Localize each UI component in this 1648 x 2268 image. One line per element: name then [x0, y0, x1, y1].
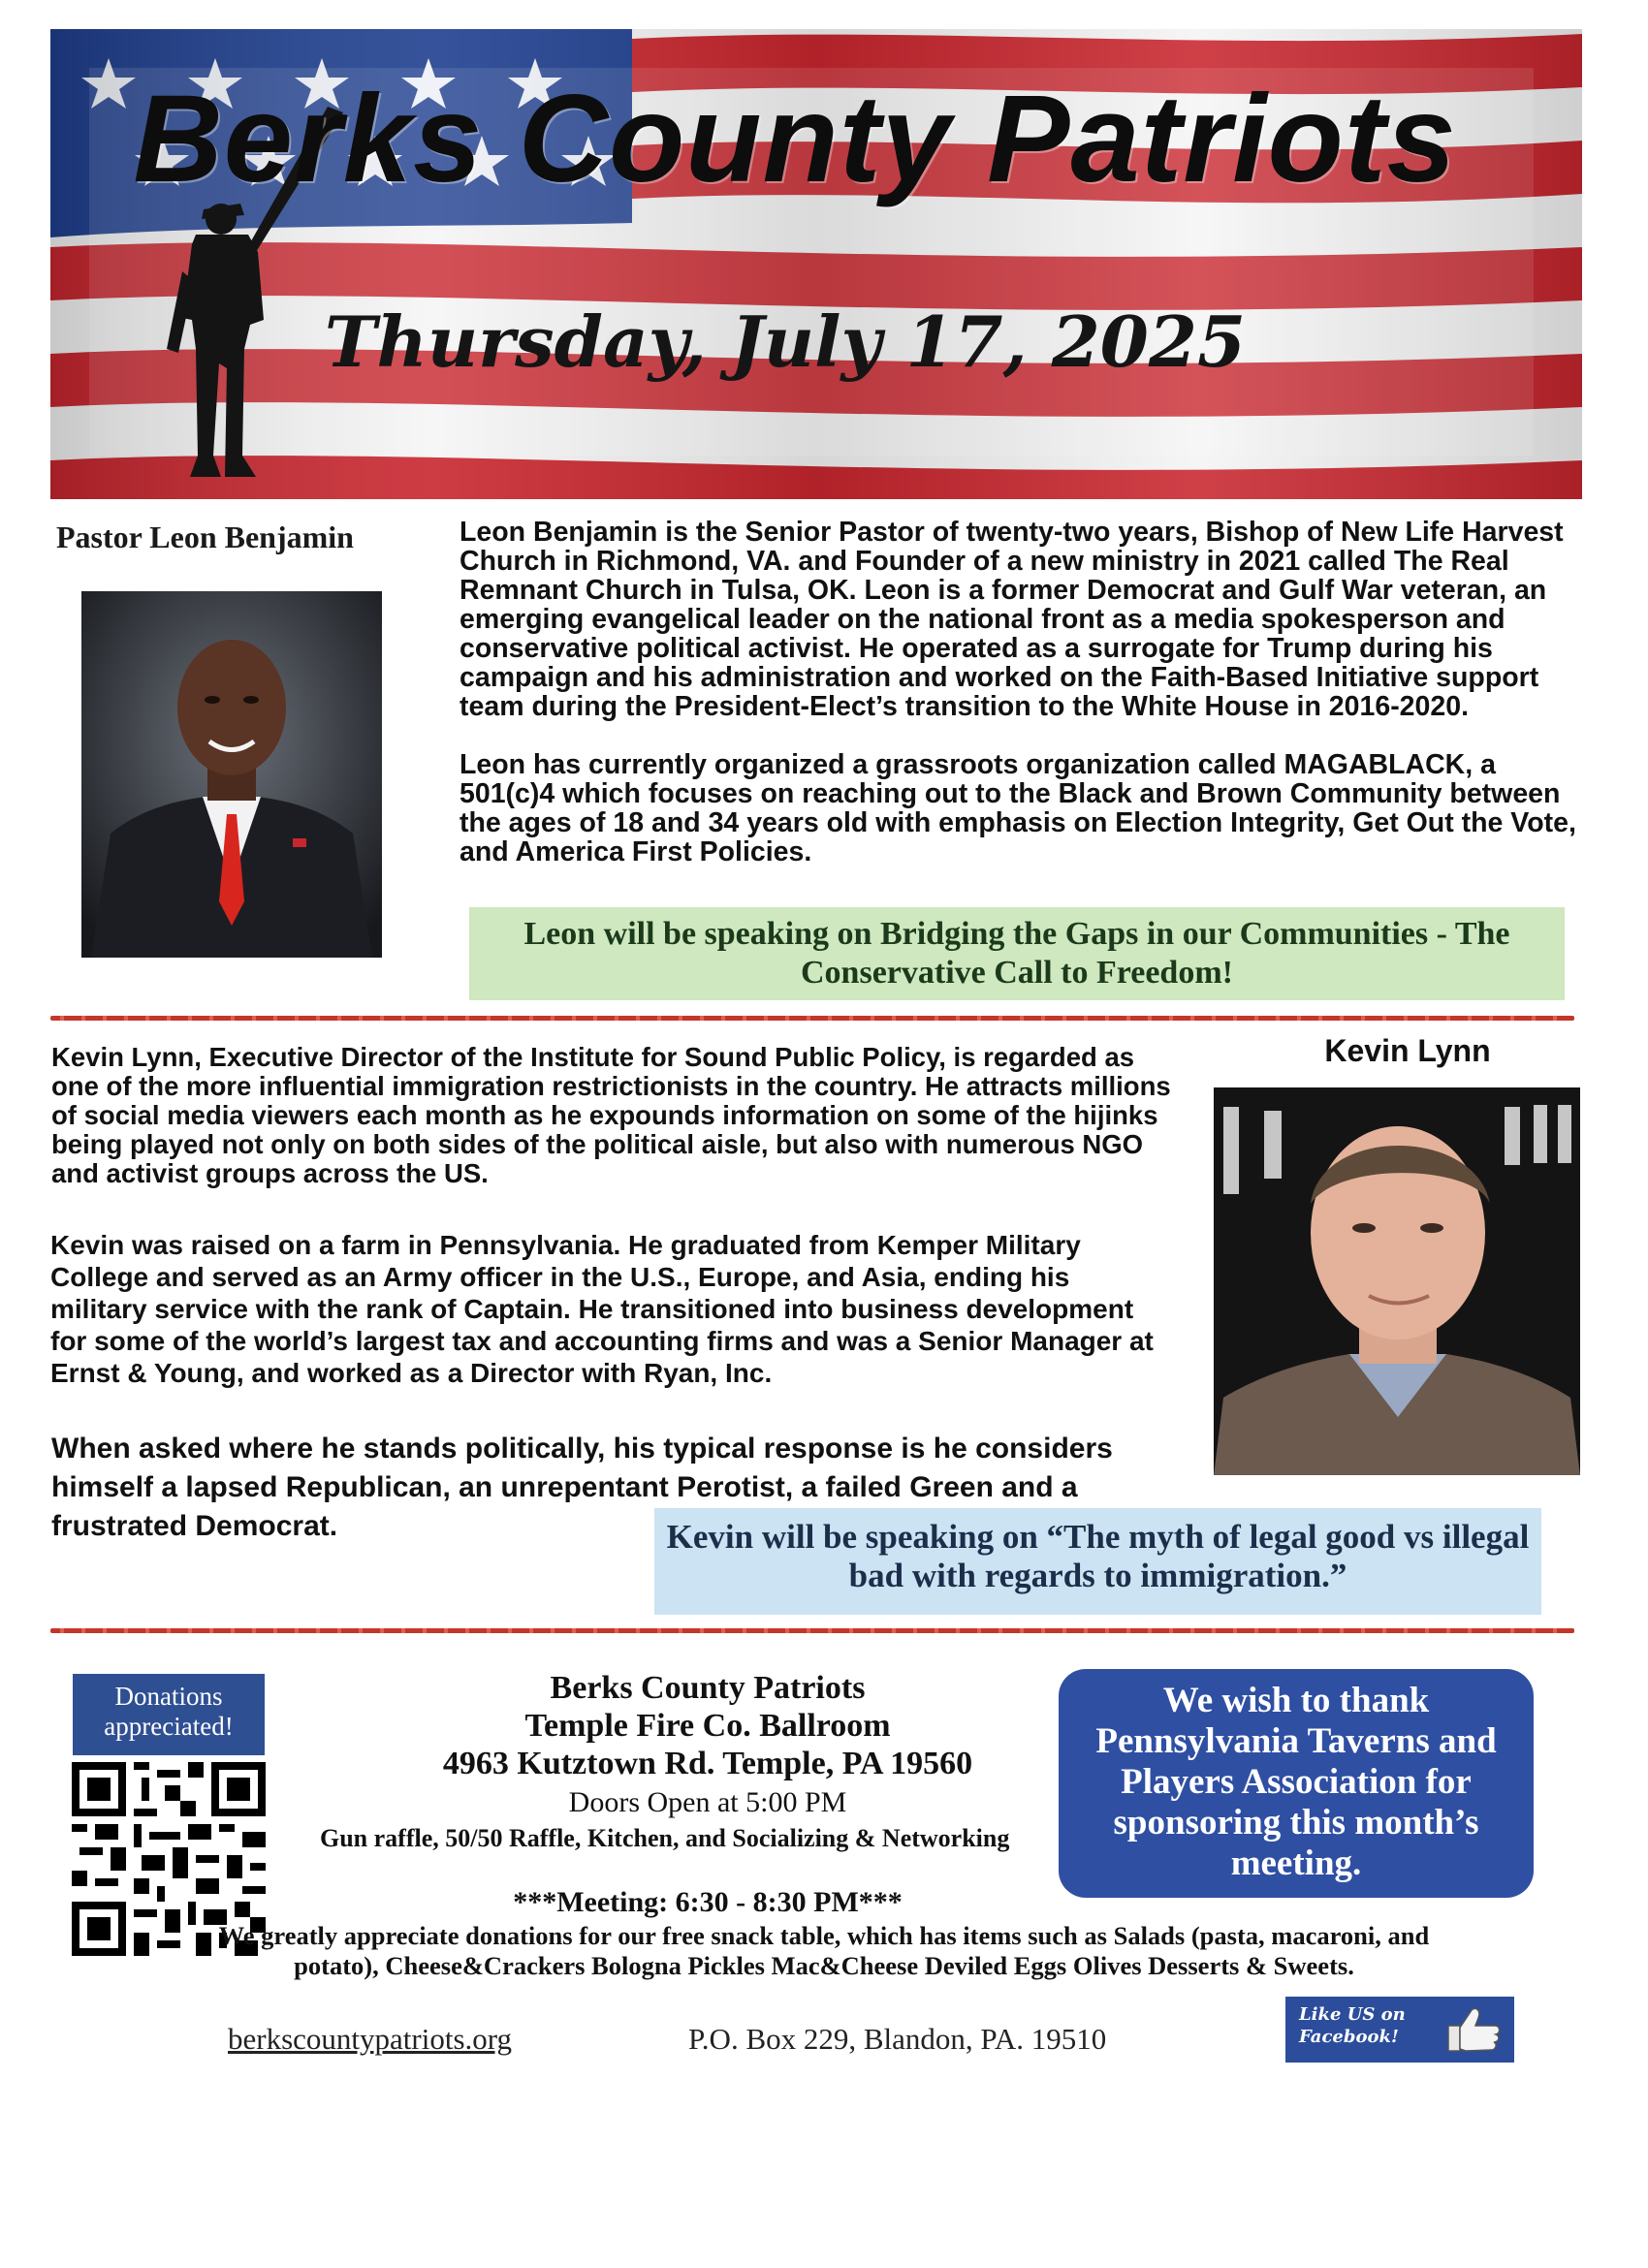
- thumbs-up-icon: [1442, 2004, 1505, 2055]
- speaker2-bio-paragraph: Kevin Lynn, Executive Director of the Institute for Sound Public Policy, is regarded as one of the more influential immigration restrictionists in the country. He attracts millions of social media viewers each month as he expounds information on some of the hijinks being played not only on both sides of the political aisle, but also with numerous NGO and activist groups across the US.: [51, 1042, 1171, 1188]
- speaker1-topic: Leon will be speaking on Bridging the Gaps in our Communities - The Conservative Call to Freedom!: [469, 907, 1565, 1000]
- event-extras: Gun raffle, 50/50 Raffle, Kitchen, and Socializing & Networking: [320, 1824, 1010, 1852]
- meeting-time: ***Meeting: 6:30 - 8:30 PM***: [513, 1886, 903, 1918]
- po-box: P.O. Box 229, Blandon, PA. 19510: [688, 2022, 1107, 2056]
- facebook-line: Like US on: [1299, 2004, 1406, 2025]
- speaker1-photo: [81, 591, 382, 958]
- venue-block: [271, 1669, 1144, 1782]
- banner-title: Berks County Patriots: [133, 70, 1457, 208]
- donations-label: Donations appreciated!: [73, 1674, 265, 1755]
- divider: [50, 1016, 1574, 1021]
- facebook-line: Facebook!: [1299, 2027, 1399, 2047]
- venue-org: Berks County Patriots: [550, 1670, 866, 1706]
- venue-address: 4963 Kutztown Rd. Temple, PA 19560: [442, 1746, 973, 1781]
- speaker1-bio: [460, 518, 1594, 896]
- website-link[interactable]: berkscountypatriots.org: [228, 2022, 513, 2056]
- divider: [50, 1628, 1574, 1633]
- facebook-like-button[interactable]: [1285, 1997, 1514, 2063]
- venue-name: Temple Fire Co. Ballroom: [524, 1708, 891, 1744]
- speaker2-name: Kevin Lynn: [1324, 1033, 1491, 1068]
- sponsor-thanks: We wish to thank Pennsylvania Taverns and Players Association for sponsoring this month’s meeting.: [1059, 1669, 1534, 1898]
- speaker1-bio-paragraph: Leon has currently organized a grassroots organization called MAGABLACK, a 501(c)4 which focuses on reaching out to the Black and Brown Community between the ages of 18 and 34 years old with emphasis on Election Integrity, Get Out the Vote, and America First Policies.: [460, 749, 1576, 867]
- banner-date: Thursday, July 17, 2025: [324, 300, 1247, 383]
- speaker1-name: Pastor Leon Benjamin: [56, 520, 354, 554]
- snack-note: We greatly appreciate donations for our free snack table, which has items such as Salads (pasta, macaroni, and potato), Cheese&Crackers Bologna Pickles Mac&Cheese Deviled Eggs Olives Desserts & Sweets.: [218, 1921, 1430, 1980]
- speaker2-topic: Kevin will be speaking on “The myth of legal good vs illegal bad with regards to immigration.”: [654, 1508, 1541, 1615]
- speaker1-bio-paragraph: Leon Benjamin is the Senior Pastor of twenty-two years, Bishop of New Life Harvest Church in Richmond, VA. and Founder of a new ministry in 2021 called The Real Remnant Church in Tulsa, OK. Leon is a former Democrat and Gulf War veteran, an emerging evangelical leader on the national front as a media spokesperson and conservative political activist. He operated as a surrogate for Trump during his campaign and his administration and worked on the Faith-Based Initiative support team during the President-Elect’s transition to the White House in 2016-2020.: [460, 517, 1564, 722]
- doors-open: Doors Open at 5:00 PM: [568, 1786, 847, 1818]
- speaker2-bio-paragraph: When asked where he stands politically, his typical response is he considers himself a lapsed Republican, an unrepentant Perotist, a failed Green and a frustrated Democrat.: [51, 1433, 1113, 1542]
- speaker2-bio-paragraph: Kevin was raised on a farm in Pennsylvania. He graduated from Kemper Military College and served as an Army officer in the U.S., Europe, and Asia, ending his military service with the rank of Captain. He transitioned into business development for some of the world’s largest tax and accounting firms and was a Senior Manager at Ernst & Young, and worked as a Director with Ryan, Inc.: [50, 1230, 1154, 1388]
- speaker2-photo: [1214, 1087, 1580, 1475]
